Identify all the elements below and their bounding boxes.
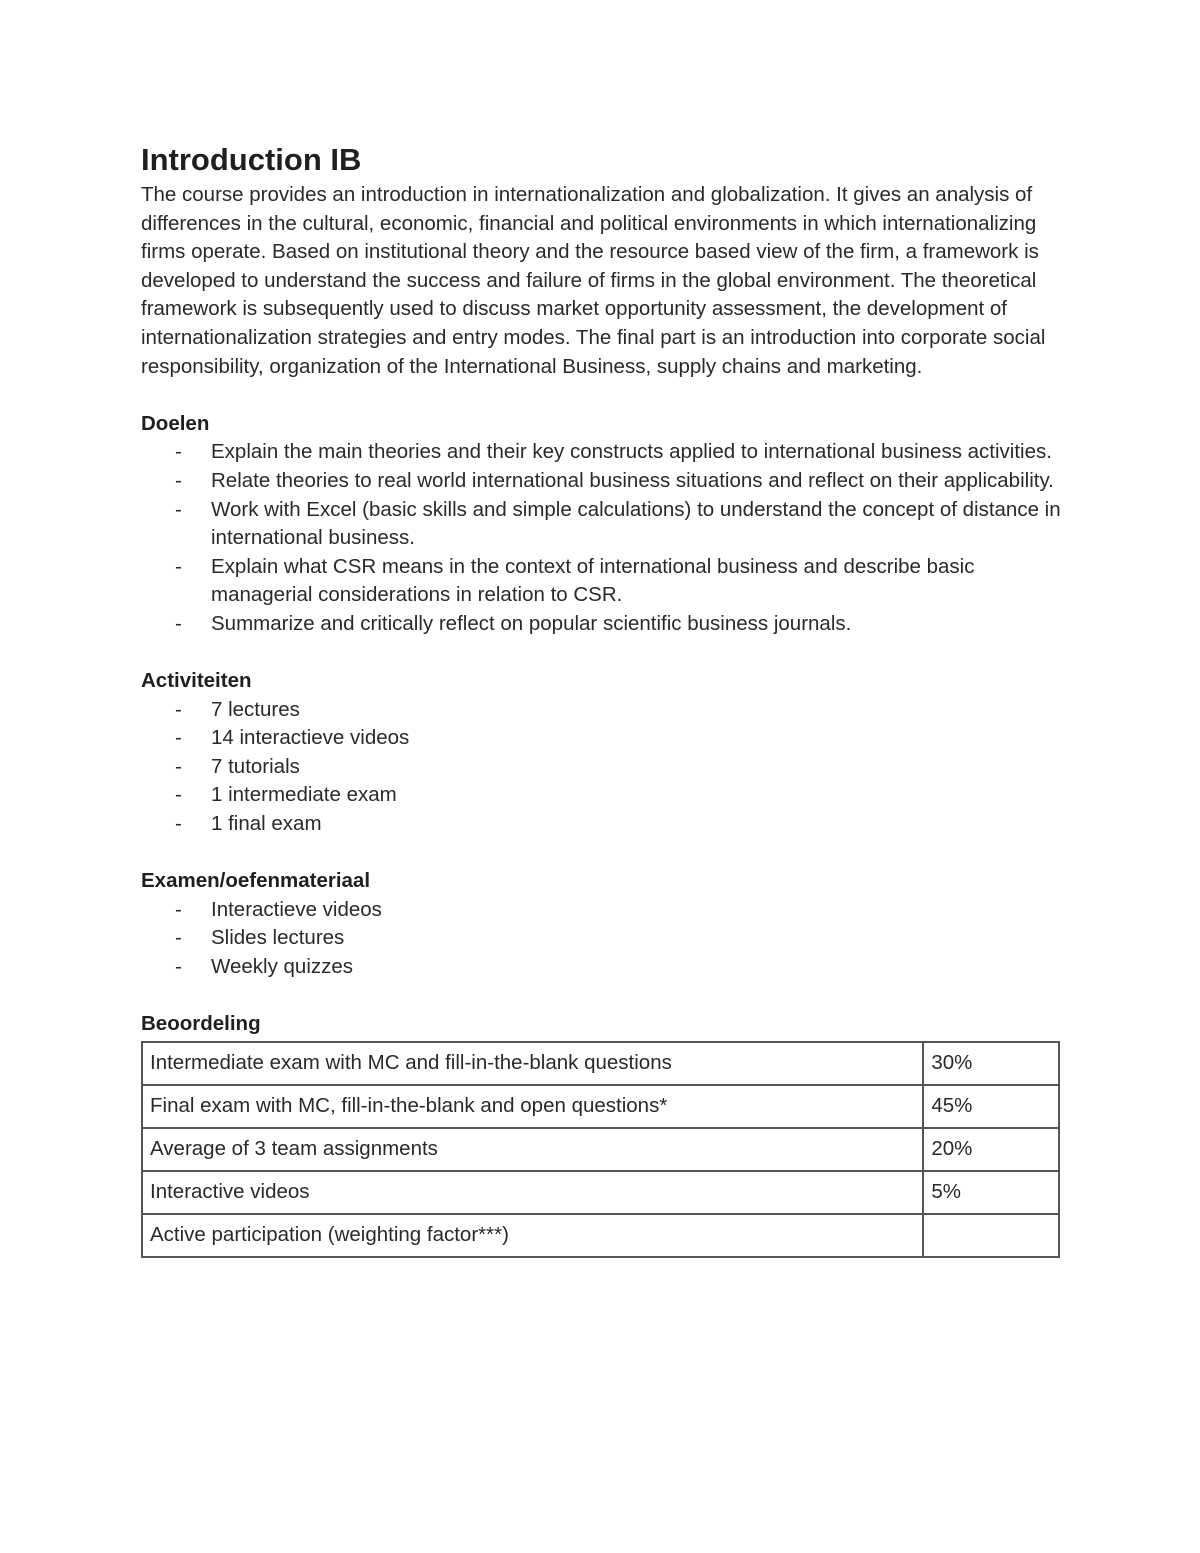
activiteiten-heading: Activiteiten: [141, 669, 252, 693]
document-page: [141, 140, 1061, 1258]
list-item-text: 7 tutorials: [211, 754, 300, 778]
intro-paragraph: The course provides an introduction in internationalization and globalization. It gives an analysis of differences in the cultural, economic, financial and political environments in which internationalizing firms operate. Based on institutional theory and the resource based view of the firm, a framework is developed to understand the success and failure of firms in the global environment. The theoretical framework is subsequently used to discuss market opportunity assessment, the development of internationalization strategies and entry modes. The final part is an introduction into corporate social responsibility, organization of the International Business, supply chains and marketing.: [141, 183, 1046, 378]
spacer: [141, 982, 1061, 1011]
grading-component-cell: Average of 3 team assignments: [142, 1128, 923, 1171]
grading-component-cell: Intermediate exam with MC and fill-in-the-blank questions: [142, 1042, 923, 1085]
list-dash: -: [175, 468, 182, 492]
list-dash: -: [175, 754, 182, 778]
grading-component-cell: Interactive videos: [142, 1171, 923, 1214]
table-row: [142, 1042, 1059, 1085]
list-dash: -: [175, 955, 182, 979]
list-dash: -: [175, 783, 182, 807]
grading-component-cell: Active participation (weighting factor***): [142, 1214, 923, 1257]
list-item: [141, 953, 1061, 982]
list-item: [141, 610, 1061, 639]
table-row: [142, 1085, 1059, 1128]
list-dash: -: [175, 497, 182, 521]
spacer: [141, 839, 1061, 868]
table-row: [142, 1171, 1059, 1214]
list-dash: -: [175, 697, 182, 721]
grading-weight-cell: [923, 1214, 1059, 1257]
list-item-text: 1 intermediate exam: [211, 783, 397, 807]
list-item: [141, 753, 1061, 782]
table-row: [142, 1128, 1059, 1171]
list-item-text: Relate theories to real world international business situations and reflect on their applicability.: [211, 468, 1054, 492]
grading-component-cell: Final exam with MC, fill-in-the-blank and open questions*: [142, 1085, 923, 1128]
grading-weight-cell: 20%: [923, 1128, 1059, 1171]
list-item: [141, 924, 1061, 953]
list-item-text: Interactieve videos: [211, 897, 382, 921]
document-title: Introduction IB: [141, 142, 362, 177]
list-item: [141, 810, 1061, 839]
list-dash: -: [175, 440, 182, 464]
list-dash: -: [175, 554, 182, 578]
grading-weight-cell: 45%: [923, 1085, 1059, 1128]
list-item-text: Slides lectures: [211, 926, 345, 950]
list-item: [141, 896, 1061, 925]
activiteiten-list: [141, 696, 1061, 839]
list-item-text: 14 interactieve videos: [211, 726, 410, 750]
list-dash: -: [175, 812, 182, 836]
list-item: [141, 438, 1061, 467]
list-item: [141, 553, 1061, 610]
doelen-list: [141, 438, 1061, 638]
list-item: [141, 696, 1061, 725]
spacer: [141, 381, 1061, 410]
list-item: [141, 724, 1061, 753]
doelen-heading: Doelen: [141, 411, 210, 435]
list-item-text: Explain the main theories and their key constructs applied to international business activities.: [211, 440, 1052, 464]
list-dash: -: [175, 897, 182, 921]
table-row: [142, 1214, 1059, 1257]
list-item-text: 7 lectures: [211, 697, 300, 721]
list-item: [141, 781, 1061, 810]
beoordeling-heading: Beoordeling: [141, 1012, 261, 1036]
examen-heading: Examen/oefenmateriaal: [141, 869, 371, 893]
list-item-text: 1 final exam: [211, 812, 322, 836]
list-item-text: Explain what CSR means in the context of international business and describe basic managerial considerations in relation to CSR.: [211, 554, 975, 607]
list-item: [141, 467, 1061, 496]
examen-list: [141, 896, 1061, 982]
grading-table: [141, 1041, 1060, 1258]
list-item-text: Work with Excel (basic skills and simple calculations) to understand the concept of distance in international business.: [211, 497, 1061, 550]
list-item-text: Summarize and critically reflect on popular scientific business journals.: [211, 611, 852, 635]
grading-weight-cell: 5%: [923, 1171, 1059, 1214]
list-item-text: Weekly quizzes: [211, 955, 354, 979]
list-dash: -: [175, 926, 182, 950]
list-item: [141, 496, 1061, 553]
list-dash: -: [175, 611, 182, 635]
grading-weight-cell: 30%: [923, 1042, 1059, 1085]
spacer: [141, 639, 1061, 668]
list-dash: -: [175, 726, 182, 750]
